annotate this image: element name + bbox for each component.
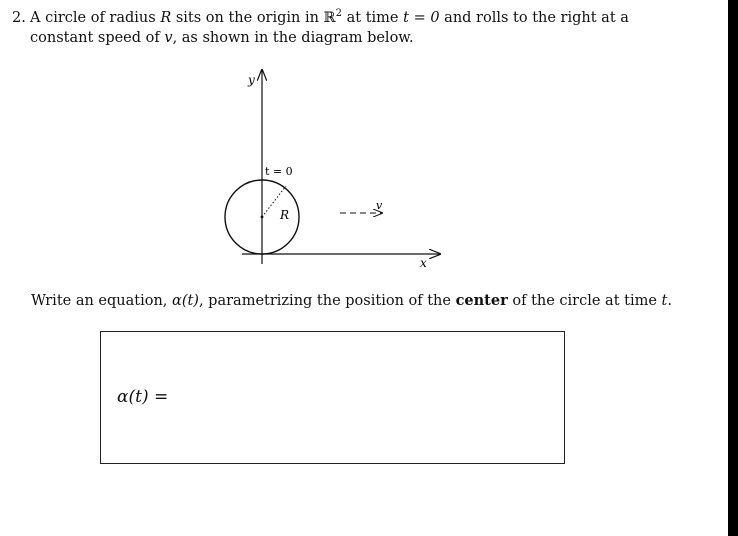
problem-text-2a: constant speed of [30,30,165,46]
problem-line-1 [12,8,652,28]
time-symbol: t [661,293,668,309]
problem-number: 2. [12,10,26,26]
x-axis-label: x [420,256,427,270]
problem-text-1a: A circle of radius [30,10,161,26]
function-symbol: α(t) [172,293,199,309]
radius-symbol: R [160,10,172,26]
time-equation: t = 0 [403,10,440,26]
speed-symbol: v [164,30,173,46]
problem-line-2 [12,28,652,48]
rolling-circle-diagram [210,62,450,272]
real-space-symbol: ℝ [323,10,336,26]
radius-label: R [280,208,290,222]
time-zero-label: t = 0 [265,165,293,178]
question-text-a: Write an equation, [31,293,173,309]
question-text [31,292,672,309]
answer-label: α(t) = [117,387,169,407]
problem-text-1c: at time [342,10,404,26]
problem-text-1d: and rolls to the right at a [439,10,629,26]
problem-text-2b: , as shown in the diagram below. [172,30,414,46]
answer-box[interactable] [100,331,565,464]
y-axis-label: y [248,73,255,87]
question-text-c: of the circle at time [507,293,662,309]
velocity-label: v [376,199,383,212]
problem-text-1b: sits on the origin in [171,10,324,26]
question-text-d: . [667,293,672,309]
right-edge-bar [728,0,738,536]
center-emphasis: center [455,292,508,309]
question-text-b: , parametrizing the position of the [198,293,456,309]
space-power: 2 [335,8,343,20]
problem-statement [12,8,652,48]
